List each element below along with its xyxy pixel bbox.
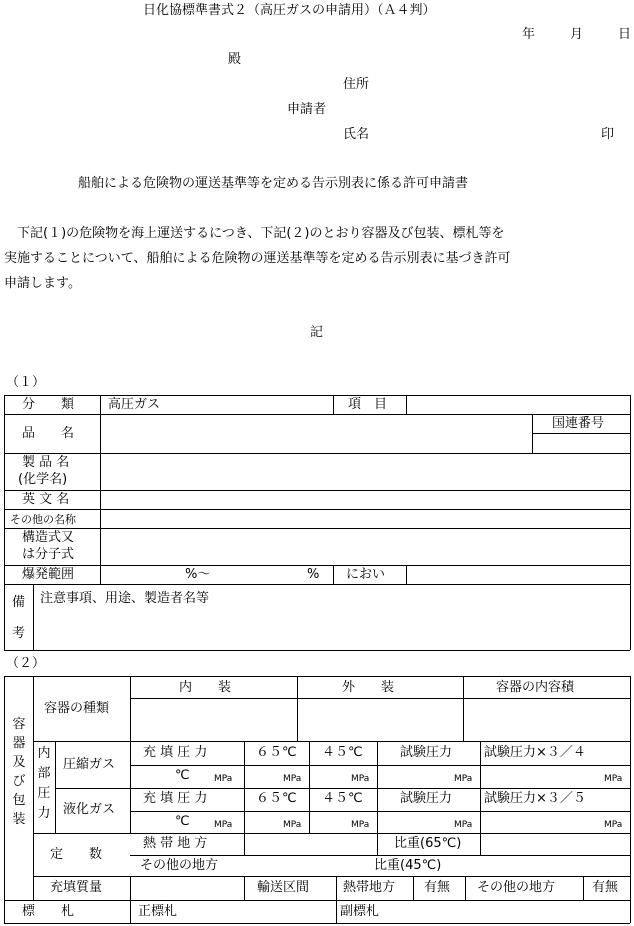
other-name-label: その他の名称 xyxy=(10,513,76,526)
body-line-2: 実施することについて、船舶による危険物の運送基準等を定める告示別表に基づき許可 xyxy=(4,251,511,266)
ki-heading: 記 xyxy=(310,325,324,340)
formula-label: は分子式 xyxy=(22,547,75,562)
structure-label: 構造式又 xyxy=(22,530,75,545)
unit-mpa-compressed-1: MPa xyxy=(214,774,233,784)
unit-mpa-compressed-5: MPa xyxy=(604,774,623,784)
date-month: 月 xyxy=(570,27,584,42)
unit-mpa-liquefied-4: MPa xyxy=(454,820,473,830)
test-pressure-label-liquefied: 試験圧力 xyxy=(400,791,453,806)
specific-gravity-65-label: 比重(65℃) xyxy=(394,836,462,851)
other-region-label: その他の地方 xyxy=(140,858,219,873)
temp-65-liquefied: ６５℃ xyxy=(256,791,297,806)
chemical-name-label: (化学名) xyxy=(18,472,68,487)
other-presence-label: 有無 xyxy=(592,880,619,895)
unit-mpa-liquefied-2: MPa xyxy=(283,820,302,830)
specific-gravity-45-label: 比重(45℃) xyxy=(374,858,442,873)
classification-value: 高圧ガス xyxy=(108,397,161,412)
section2-label: （２） xyxy=(6,656,46,671)
explosion-range-to: % xyxy=(307,567,320,582)
filling-mass-label: 充填質量 xyxy=(50,880,103,895)
tropical-presence-label: 有無 xyxy=(424,880,451,895)
temp-45-liquefied: ４５℃ xyxy=(322,791,363,806)
date-day: 日 xyxy=(618,27,632,42)
body-line-3: 申請します。 xyxy=(4,276,81,291)
trade-name-label: 製 品 名 xyxy=(22,455,70,470)
item-label: 項 目 xyxy=(348,397,388,412)
constant-label: 定 数 xyxy=(50,847,103,862)
tropical-short-label: 熱帯地方 xyxy=(343,880,396,895)
body-line-1: 下記(１)の危険物を海上運送するにつき、下記(２)のとおり容器及び包装、標札等を xyxy=(4,226,505,241)
unit-celsius-compressed: ℃ xyxy=(175,768,190,783)
addressee-suffix: 殿 xyxy=(228,52,242,67)
fill-pressure-label-liquefied: 充 填 圧 力 xyxy=(143,791,208,806)
test-pressure-label-compressed: 試験圧力 xyxy=(400,745,453,760)
unit-mpa-compressed-3: MPa xyxy=(351,774,370,784)
packaging-vertical-label: 容 器 及 び 包 装 xyxy=(12,717,26,827)
sub-label: 副標札 xyxy=(340,904,380,919)
unit-celsius-liquefied: ℃ xyxy=(175,814,190,829)
seal-mark: 印 xyxy=(601,127,615,142)
applicant-label: 申請者 xyxy=(287,102,327,117)
section1-label: （１） xyxy=(6,375,46,390)
form-title: 日化協標準書式２（高圧ガスの申請用）（Ａ４判） xyxy=(143,3,436,18)
remarks-char-2: 考 xyxy=(12,626,26,641)
address-label: 住所 xyxy=(343,77,370,92)
inner-packaging-label: 内 装 xyxy=(179,680,232,695)
container-type-label: 容器の種類 xyxy=(44,701,110,716)
odor-label: におい xyxy=(346,567,386,582)
temp-65-compressed: ６５℃ xyxy=(256,745,297,760)
remarks-note: 注意事項、用途、製造者名等 xyxy=(40,591,210,606)
fill-pressure-label-compressed: 充 填 圧 力 xyxy=(143,745,208,760)
liquefied-gas-label: 液化ガス xyxy=(63,802,116,817)
label-row-label: 標 札 xyxy=(22,904,75,919)
tropical-region-label: 熱 帯 地 方 xyxy=(143,836,208,851)
main-label: 正標札 xyxy=(138,904,178,919)
un-number-label: 国連番号 xyxy=(552,416,605,431)
unit-mpa-compressed-2: MPa xyxy=(283,774,302,784)
compressed-gas-label: 圧縮ガス xyxy=(63,757,116,772)
english-name-label: 英 文 名 xyxy=(22,492,70,507)
explosion-range-label: 爆発範囲 xyxy=(22,567,75,582)
classification-label: 分 類 xyxy=(22,397,75,412)
outer-packaging-label: 外 装 xyxy=(342,680,395,695)
unit-mpa-liquefied-1: MPa xyxy=(214,820,233,830)
capacity-label: 容器の内容積 xyxy=(496,680,575,695)
name-label: 氏名 xyxy=(343,127,370,142)
other-region-short-label: その他の地方 xyxy=(477,880,556,895)
transport-section-label: 輸送区間 xyxy=(257,880,310,895)
document-title: 船舶による危険物の運送基準等を定める告示別表に係る許可申請書 xyxy=(78,176,469,191)
temp-45-compressed: ４５℃ xyxy=(322,745,363,760)
explosion-range-from: %～ xyxy=(185,567,211,582)
date-year: 年 xyxy=(522,27,536,42)
test-pressure-formula-compressed: 試験圧力×３／４ xyxy=(484,745,586,760)
unit-mpa-compressed-4: MPa xyxy=(454,774,473,784)
remarks-char-1: 備 xyxy=(12,595,26,610)
product-name-label: 品 名 xyxy=(22,426,75,441)
test-pressure-formula-liquefied: 試験圧力×３／５ xyxy=(484,791,586,806)
unit-mpa-liquefied-5: MPa xyxy=(604,820,623,830)
internal-pressure-vertical-label: 内 部 圧 力 xyxy=(37,746,51,821)
unit-mpa-liquefied-3: MPa xyxy=(351,820,370,830)
